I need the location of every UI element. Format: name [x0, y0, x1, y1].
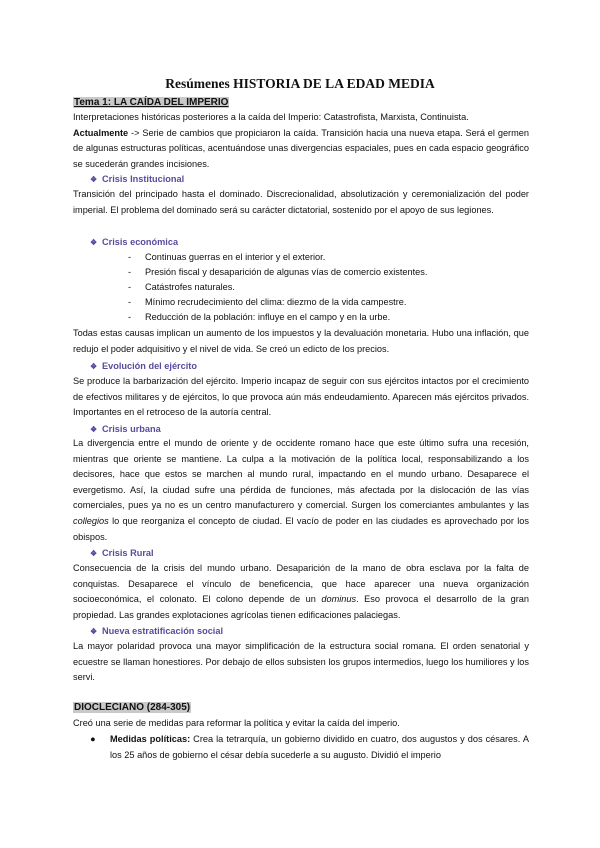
section-heading-institucional [90, 174, 184, 184]
section-heading-label: Crisis Institucional [102, 174, 185, 184]
actual-label: Actualmente [73, 127, 129, 138]
economic-causes-list [128, 250, 427, 325]
topic-heading: Tema 1: LA CAÍDA DEL IMPERIO [74, 97, 229, 108]
section-heading-label: Crisis económica [102, 237, 179, 247]
diocleciano-intro: Creó una serie de medidas para reformar la política y evitar la caída del imperio. [73, 718, 400, 728]
list-item: - Mínimo recrudecimiento del clima: diezmo de la vida campestre. [128, 297, 407, 308]
section-heading-economica [90, 237, 178, 247]
section-text-ejercito: Se produce la barbarización del ejército. Imperio incapaz de seguir con sus ejércitos intactos por el crecimiento de efectivos militares y de ejércitos, lo que provoca aún más endeudamiento. Aparecen más ejércitos privados. Importantes en el retroceso de la autoría central. [73, 376, 529, 418]
section-text-institucional: Transición del principado hasta el dominado. Discrecionalidad, absolutización y ceremonialización del poder imperial. El problema del dominado será su carácter dictatorial, sostenido por el apoyo de sus legiones. [73, 189, 529, 215]
diamond-icon: ❖ [90, 175, 98, 184]
diocleciano-heading: DIOCLECIANO (284-305) [74, 702, 191, 713]
bullet-label: Medidas políticas: [110, 734, 191, 744]
section-text-estratificacion: La mayor polaridad provoca una mayor simplificación de la estructura social romana. El orden senatorial y ecuestre se llaman honestiores. Por debajo de ellos subsisten los grupos intermedios, luego los humiliores y los servi. [73, 641, 529, 683]
section-heading-urbana [90, 424, 161, 434]
section-text-urbana: La divergencia entre el mundo de oriente y de occidente romano hace que este último sufra una recesión, mientras que oriente se mantiene. La culpa a la motivación de la política local, responsabilizando a los decisores, hace que estos se marchen al mundo rural, impactando en el mundo urbano. Desaparece el evergetismo. Así, la ciudad sufre una pérdida de funciones, más afectada por la dislocación de las vías comerciales, pues ya no es un centro manufacturero y comercial. Surgen los comerciantes ambulantes y las collegios lo que reorganiza el concepto de ciudad. El vacío de poder en las ciudades es aprovechado por los obispos. [73, 438, 529, 542]
list-item: - Presión fiscal y desaparición de algunas vías de comercio existentes. [128, 267, 428, 278]
diamond-icon: ❖ [90, 549, 98, 558]
intro-paragraph [73, 110, 529, 172]
document-title: Resúmenes HISTORIA DE LA EDAD MEDIA [165, 76, 435, 91]
bullet-icon: ● [90, 734, 96, 744]
actual-text: -> Serie de cambios que propiciaron la caída. Transición hacia una nueva etapa. Será el germen de algunas estructuras políticas, acentuándose unas divergencias espaciales, pues en cada espacio geográfico se sucederán grandes incisiones. [73, 127, 529, 169]
list-item: - Reducción de la población: influye en el campo y en la urbe. [128, 312, 391, 323]
section-heading-estratificacion [90, 626, 223, 636]
diamond-icon: ❖ [90, 238, 98, 247]
section-heading-ejercito [90, 361, 197, 371]
bullet-text: Crea la tetrarquía, un gobierno dividido en cuatro, dos augustos y dos césares. A los 25 años de gobierno el césar debía sucederle a su augusto. Dividió el imperio [110, 734, 529, 760]
section-heading-label: Nueva estratificación social [102, 626, 224, 636]
diamond-icon: ❖ [90, 425, 98, 434]
section-heading-rural [90, 548, 154, 558]
diamond-icon: ❖ [90, 362, 98, 371]
intro-line: Interpretaciones históricas posteriores a la caída del Imperio: Catastrofista, Marxista, Continuista. [73, 112, 469, 122]
italic-term: dominus [321, 594, 357, 605]
list-item: - Continuas guerras en el interior y el exterior. [128, 252, 326, 262]
italic-term: collegios [73, 515, 109, 526]
section-heading-label: Crisis Rural [102, 548, 154, 558]
diamond-icon: ❖ [90, 627, 98, 636]
section-heading-label: Crisis urbana [102, 424, 161, 434]
intro-actual [73, 126, 529, 173]
section-text-economica: Todas estas causas implican un aumento de los impuestos y la devaluación monetaria. Hubo una inflación, que redujo el poder adquisitivo y el nivel de vida. Se creó un edicto de los precios. [73, 328, 529, 354]
section-heading-label: Evolución del ejército [102, 361, 197, 371]
list-item-medidas-politicas [90, 732, 529, 764]
list-item: - Catástrofes naturales. [128, 282, 235, 293]
section-text-rural: Consecuencia de la crisis del mundo urbano. Desaparición de la mano de obra esclava por la falta de conquistas. Desaparece el vínculo de beneficencia, que hace aparecer una nueva organización socioeconómica, el colonato. El colono depende de un dominus. Eso provoca el desarrollo de la gran propiedad. Las grandes explotaciones agrícolas tienen edificaciones palaciegas. [73, 563, 529, 620]
